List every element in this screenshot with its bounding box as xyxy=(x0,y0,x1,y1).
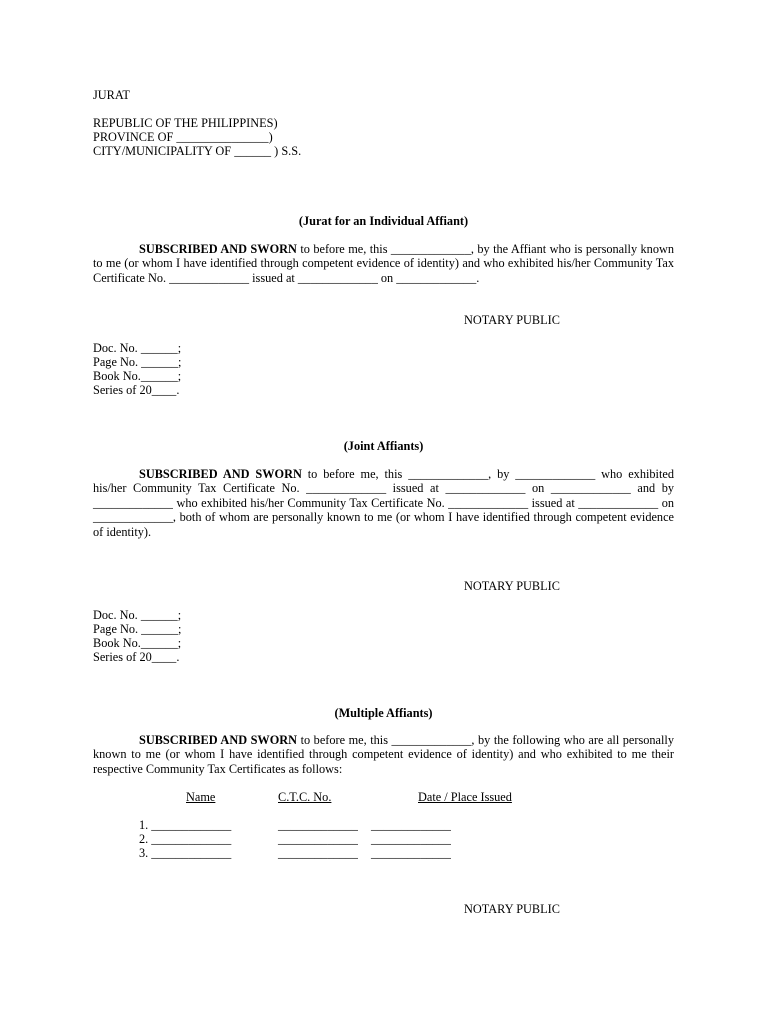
individual-notarial-register xyxy=(93,341,181,397)
column-header-ctc: C.T.C. No. xyxy=(278,790,332,804)
joint-heading: (Joint Affiants) xyxy=(343,439,424,453)
individual-lead: SUBSCRIBED AND SWORN xyxy=(139,242,297,256)
multiple-heading: (Multiple Affiants) xyxy=(334,706,433,720)
joint-doc-no: Doc. No. ______; xyxy=(93,608,182,622)
multiple-paragraph xyxy=(93,733,674,776)
table-row-2-ctc: _____________ xyxy=(278,832,358,846)
table-row-1-name: 1. _____________ xyxy=(139,818,232,832)
table-row-3-date-place: _____________ xyxy=(371,846,451,860)
individual-doc-no: Doc. No. ______; xyxy=(93,341,182,355)
table-row-3-ctc: _____________ xyxy=(278,846,358,860)
joint-book-no: Book No.______; xyxy=(93,636,182,650)
joint-notary-public: NOTARY PUBLIC xyxy=(464,579,560,593)
table-row-1-ctc: _____________ xyxy=(278,818,358,832)
table-row-3-name: 3. _____________ xyxy=(139,846,232,860)
table-row-2-name: 2. _____________ xyxy=(139,832,232,846)
individual-book-no: Book No.______; xyxy=(93,369,182,383)
multiple-body: to before me, this _____________, by the following who are all personally known to me (or whom I have identified through competent evidence of identity) and who exhibited to me their respective Community Tax Certificates as follows: xyxy=(93,733,674,776)
joint-notarial-register xyxy=(93,608,181,664)
venue-republic: REPUBLIC OF THE PHILIPPINES) xyxy=(93,116,278,130)
document-title: JURAT xyxy=(93,88,130,102)
column-header-name: Name xyxy=(186,790,216,804)
individual-heading: (Jurat for an Individual Affiant) xyxy=(298,214,469,228)
joint-series: Series of 20____. xyxy=(93,650,180,664)
individual-body: to before me, this _____________, by the Affiant who is personally known to me (or whom I have identified through competent evidence of identity) and who exhibited his/her Community Tax Certificate No. _____________ issued at _____________ on _____________. xyxy=(93,242,675,285)
multiple-notary-public: NOTARY PUBLIC xyxy=(464,902,560,916)
individual-notary-public: NOTARY PUBLIC xyxy=(464,313,560,327)
multiple-lead: SUBSCRIBED AND SWORN xyxy=(139,733,298,747)
joint-paragraph xyxy=(93,467,674,539)
individual-series: Series of 20____. xyxy=(93,383,180,397)
table-row-2-date-place: _____________ xyxy=(371,832,451,846)
table-row-1-date-place: _____________ xyxy=(371,818,451,832)
joint-page-no: Page No. ______; xyxy=(93,622,182,636)
venue-city: CITY/MUNICIPALITY OF ______ ) S.S. xyxy=(93,144,302,158)
column-header-date-place: Date / Place Issued xyxy=(418,790,512,804)
joint-lead: SUBSCRIBED AND SWORN xyxy=(139,467,302,481)
individual-paragraph xyxy=(93,242,674,285)
individual-page-no: Page No. ______; xyxy=(93,355,182,369)
joint-body: to before me, this _____________, by _____________ who exhibited his/her Community Tax Certificate No. _____________ issued at _____________ on _____________ and by _____________ who exhibited his/her Community Tax Certificate No. _____________ issued at _____________ on _____________, both of whom are personally known to me (or whom I have identified through competent evidence of identity). xyxy=(93,467,674,539)
venue-province: PROVINCE OF _______________) xyxy=(93,130,273,144)
